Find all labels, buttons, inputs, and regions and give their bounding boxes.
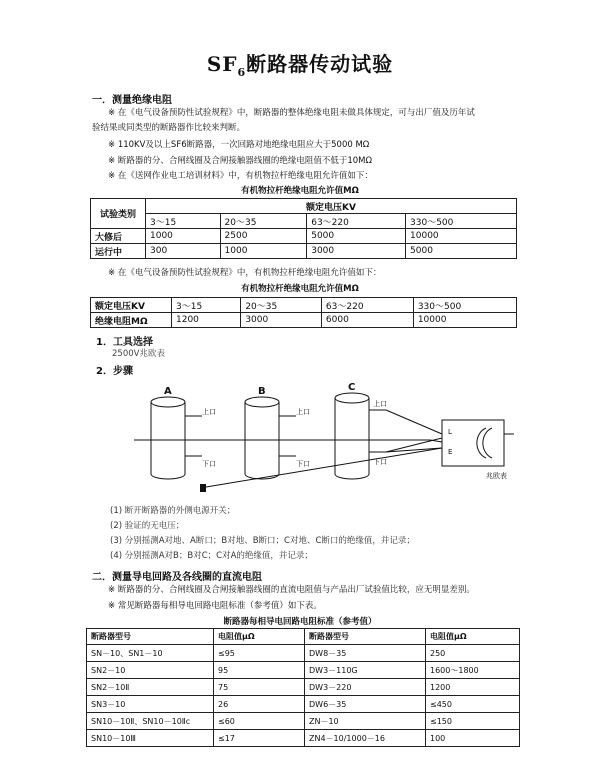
t3-header: 电阻值μΩ bbox=[214, 629, 305, 645]
t1-col: 3～15 bbox=[146, 214, 221, 229]
t3-cell: 100 bbox=[426, 730, 520, 747]
sec2-para-2: ※ 常见断路器每相导电回路电阻标准（参考值）如下表。 bbox=[108, 601, 322, 611]
t3-cell: DW8－35 bbox=[305, 645, 426, 662]
table-1 bbox=[90, 198, 517, 259]
meter-terminal-l: L bbox=[448, 428, 452, 436]
table-2 bbox=[90, 297, 517, 328]
t3-cell: DW6－35 bbox=[305, 696, 426, 713]
t1-cell: 1000 bbox=[146, 229, 221, 244]
t3-cell: ZN4－10/1000－16 bbox=[305, 730, 426, 747]
t3-header: 断路器型号 bbox=[87, 629, 214, 645]
tool-text: 2500V兆欧表 bbox=[112, 349, 165, 359]
t1-col: 20～35 bbox=[220, 214, 307, 229]
t1-row-label: 运行中 bbox=[91, 244, 146, 259]
t1-row-label: 大修后 bbox=[91, 229, 146, 244]
para-1a: ※ 在《电气设备预防性试验规程》中，断路器的整体绝缘电阻未做具体规定，可与出厂值及历年试 bbox=[108, 108, 475, 118]
t3-cell: ≤150 bbox=[426, 713, 520, 730]
t2-col: 330～500 bbox=[413, 298, 516, 313]
t3-cell: DW3－220 bbox=[305, 679, 426, 696]
t3-cell: ≤95 bbox=[214, 645, 305, 662]
t2-cell: 3000 bbox=[241, 313, 322, 328]
t1-col: 330～500 bbox=[406, 214, 517, 229]
t3-cell: SN2－10 bbox=[87, 662, 214, 679]
table-row bbox=[87, 730, 520, 747]
table-row bbox=[87, 662, 520, 679]
t2-row-label: 绝缘电阻MΩ bbox=[91, 313, 172, 328]
meter-terminal-e: E bbox=[448, 448, 453, 456]
t3-cell: 26 bbox=[214, 696, 305, 713]
t3-cell: ≤450 bbox=[426, 696, 520, 713]
t3-cell: SN－10、SN1－10 bbox=[87, 645, 214, 662]
t3-cell: 1600～1800 bbox=[426, 662, 520, 679]
t3-cell: 1200 bbox=[426, 679, 520, 696]
t3-cell: ZN－10 bbox=[305, 713, 426, 730]
para-2: ※ 110KV及以上SF6断路器，一次回路对地绝缘电阻应大于5000 MΩ bbox=[108, 140, 370, 150]
t1-cell: 2500 bbox=[220, 229, 307, 244]
table-2-caption: 有机物拉杆绝缘电阻允许值MΩ bbox=[241, 284, 359, 294]
wiring-diagram bbox=[130, 376, 530, 503]
t3-cell: SN2－10Ⅱ bbox=[87, 679, 214, 696]
c-bottom-label: 下口 bbox=[373, 458, 387, 466]
step-4: (4) 分别摇测A对B；B对C；C对A的绝缘值，并记录； bbox=[110, 551, 313, 561]
t1-header-type: 试验类别 bbox=[91, 199, 146, 229]
t1-cell: 300 bbox=[146, 244, 221, 259]
step-2: (2) 验证的无电压； bbox=[110, 521, 185, 531]
t3-cell: 95 bbox=[214, 662, 305, 679]
para-4: ※ 在《送网作业电工培训材料》中，有机物拉杆绝缘电阻允许值如下： bbox=[108, 171, 373, 181]
t2-cell: 6000 bbox=[321, 313, 413, 328]
t3-cell: ≤17 bbox=[214, 730, 305, 747]
a-bottom-label: 下口 bbox=[202, 460, 216, 468]
t3-cell: DW3－110G bbox=[305, 662, 426, 679]
para-1b: 验结果或同类型的断路器作比较来判断。 bbox=[92, 123, 246, 133]
sec2-para-1: ※ 断路器的分、合闸线圈及合闸接触器线圈的直流电阻值与产品出厂试验值比较，应无明显差别。 bbox=[108, 585, 475, 595]
label-b: B bbox=[258, 386, 266, 397]
step-3: (3) 分别摇测A对地、A断口；B对地、B断口；C对地、C断口的绝缘值，并记录； bbox=[110, 536, 415, 546]
table-row bbox=[87, 645, 520, 662]
t2-header: 额定电压KV bbox=[91, 298, 172, 313]
page-title: $SF_6$断路器传动试验 bbox=[206, 52, 394, 79]
step-1: (1) 断开断路器的外侧电源开关； bbox=[110, 506, 236, 516]
steps-heading: 2．步骤 bbox=[96, 366, 133, 377]
t3-cell: SN10－10Ⅱ、SN10－10Ⅱc bbox=[87, 713, 214, 730]
probe-marker bbox=[200, 484, 206, 492]
t3-cell: SN3－10 bbox=[87, 696, 214, 713]
table-3-caption: 断路器每相导电回路电阻标准（参考值） bbox=[223, 617, 377, 627]
t1-cell: 5000 bbox=[307, 229, 406, 244]
t1-cell: 1000 bbox=[220, 244, 307, 259]
table-row bbox=[87, 696, 520, 713]
table-row bbox=[87, 679, 520, 696]
t3-header: 断路器型号 bbox=[305, 629, 426, 645]
table-1-caption: 有机物拉杆绝缘电阻允许值MΩ bbox=[241, 186, 359, 196]
para-5: ※ 在《电气设备预防性试验规程》中，有机物拉杆绝缘电阻允许值如下： bbox=[108, 268, 382, 278]
section-1-heading: 一．测量绝缘电阻 bbox=[92, 95, 172, 106]
b-bottom-label: 下口 bbox=[296, 460, 310, 468]
t2-col: 63～220 bbox=[321, 298, 413, 313]
t3-cell: 75 bbox=[214, 679, 305, 696]
t3-cell: 250 bbox=[426, 645, 520, 662]
b-top-label: 上口 bbox=[296, 408, 310, 416]
section-2-heading: 二．测量导电回路及各线圈的直流电阻 bbox=[92, 572, 262, 583]
tool-heading: 1．工具选择 bbox=[96, 337, 153, 348]
t3-header: 电阻值μΩ bbox=[426, 629, 520, 645]
label-c: C bbox=[348, 382, 356, 393]
para-3: ※ 断路器的分、合闸线圈及合闸接触器线圈的绝缘电阻值不低于10MΩ bbox=[108, 156, 372, 166]
table-row bbox=[87, 713, 520, 730]
t2-cell: 1200 bbox=[172, 313, 241, 328]
t3-cell: ≤60 bbox=[214, 713, 305, 730]
t1-cell: 10000 bbox=[406, 229, 517, 244]
table-row bbox=[91, 229, 517, 244]
t2-col: 20～35 bbox=[241, 298, 322, 313]
t1-cell: 5000 bbox=[406, 244, 517, 259]
c-top-label: 上口 bbox=[373, 400, 387, 408]
a-top-label: 上口 bbox=[202, 408, 216, 416]
table-3 bbox=[86, 628, 520, 747]
table-row bbox=[91, 313, 517, 328]
t2-col: 3～15 bbox=[172, 298, 241, 313]
t1-cell: 3000 bbox=[307, 244, 406, 259]
label-a: A bbox=[164, 386, 172, 397]
table-row bbox=[91, 244, 517, 259]
meter-label: 兆欧表 bbox=[486, 472, 507, 480]
t2-cell: 10000 bbox=[413, 313, 516, 328]
t3-cell: SN10－10Ⅲ bbox=[87, 730, 214, 747]
t1-header-voltage: 额定电压KV bbox=[146, 199, 517, 214]
t1-col: 63～220 bbox=[307, 214, 406, 229]
